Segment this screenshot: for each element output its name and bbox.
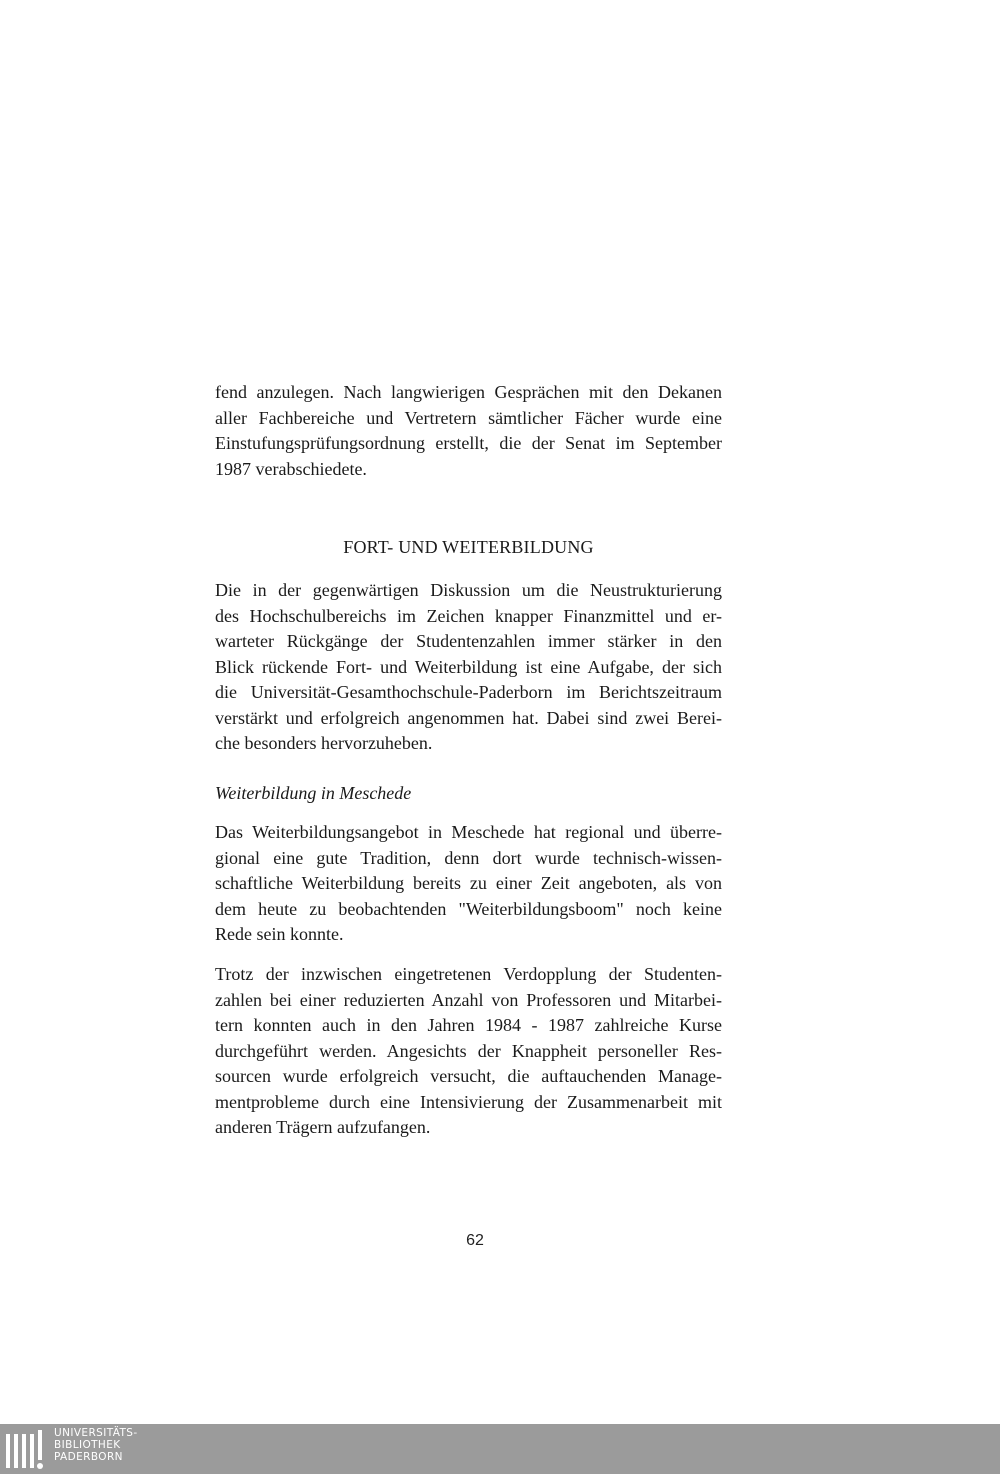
text-line: Blick rückende Fort- und Weiterbildung ist eine Aufgabe, der sich: [215, 656, 722, 677]
paragraph-trotz: [215, 962, 722, 1141]
text-line: die Universität-Gesamthochschule-Paderborn im Berichtszeitraum: [215, 682, 722, 702]
text-line: Rede sein konnte.: [215, 924, 344, 944]
library-name-line: PADERBORN: [54, 1451, 123, 1463]
text-line: schaftliche Weiterbildung bereits zu einer Zeit angeboten, als von: [215, 873, 722, 893]
text-line: Das Weiterbildungsangebot in Meschede hat regional und überre-: [215, 822, 722, 842]
section-heading: FORT- UND WEITERBILDUNG: [343, 537, 594, 557]
text-line: zahlen bei einer reduzierten Anzahl von Professoren und Mitarbei-: [215, 989, 722, 1010]
text-line: aller Fachbereiche und Vertretern sämtlicher Fächer wurde eine: [215, 407, 722, 428]
text-line: fend anzulegen. Nach langwierigen Gesprächen mit den Dekanen: [215, 382, 722, 402]
text-line: warteter Rückgänge der Studentenzahlen immer stärker in den: [215, 631, 722, 651]
text-line: 1987 verabschiedete.: [215, 458, 367, 479]
text-line: tern konnten auch in den Jahren 1984 - 1987 zahlreiche Kurse: [215, 1015, 722, 1035]
library-name: [54, 1427, 138, 1463]
library-footer-bar: [0, 1424, 1000, 1474]
text-line: gional eine gute Tradition, denn dort wurde technisch-wissen-: [215, 847, 722, 868]
paragraph-meschede: [215, 820, 722, 948]
text-line: Trotz der inzwischen eingetretenen Verdopplung der Studenten-: [215, 964, 722, 984]
paragraph-intro: [215, 380, 722, 482]
text-line: anderen Trägern aufzufangen.: [215, 1117, 431, 1137]
text-line: mentprobleme durch eine Intensivierung der Zusammenarbeit mit: [215, 1091, 722, 1112]
text-line: durchgeführt werden. Angesichts der Knappheit personeller Res-: [215, 1040, 722, 1061]
library-name-line: UNIVERSITÄTS-: [54, 1427, 138, 1439]
text-line: Die in der gegenwärtigen Diskussion um die Neustrukturierung: [215, 580, 722, 600]
page-number: 62: [466, 1232, 484, 1249]
library-name-line: BIBLIOTHEK: [54, 1439, 121, 1451]
subheading-meschede: Weiterbildung in Meschede: [215, 783, 412, 803]
library-logo-icon: [6, 1428, 46, 1470]
text-line: verstärkt und erfolgreich angenommen hat. Dabei sind zwei Berei-: [215, 707, 722, 728]
text-line: Einstufungsprüfungsordnung erstellt, die der Senat im September: [215, 433, 722, 453]
text-line: sourcen wurde erfolgreich versucht, die auftauchenden Manage-: [215, 1066, 722, 1086]
text-line: des Hochschulbereichs im Zeichen knapper Finanzmittel und er-: [215, 605, 722, 626]
paragraph-fort-weiterbildung: [215, 578, 722, 757]
text-line: dem heute zu beobachtenden "Weiterbildungsboom" noch keine: [215, 898, 722, 919]
text-line: che besonders hervorzuheben.: [215, 733, 433, 753]
